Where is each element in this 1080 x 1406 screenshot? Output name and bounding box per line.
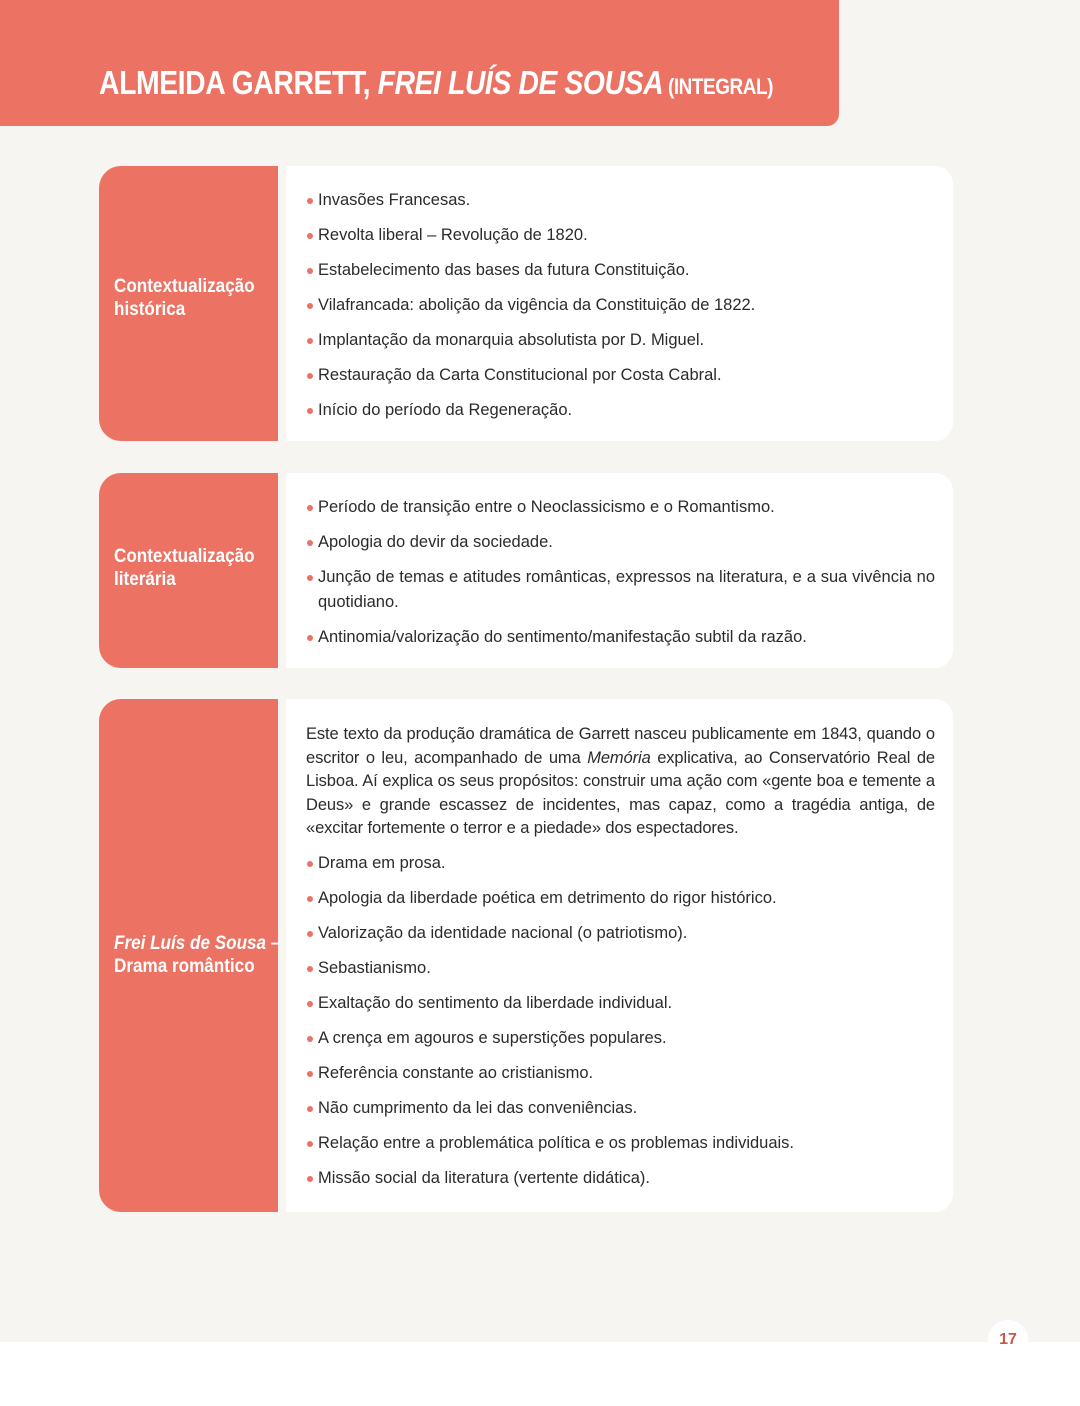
list-item: Período de transição entre o Neoclassicismo e o Romantismo.: [306, 495, 935, 520]
list-item: Referência constante ao cristianismo.: [306, 1061, 935, 1086]
title-work: FREI LUÍS DE SOUSA: [377, 64, 664, 101]
label-line2: Drama romântico: [114, 955, 255, 977]
list-item: Vilafrancada: abolição da vigência da Constituição de 1822.: [306, 293, 935, 318]
section-content: [286, 699, 953, 1212]
bullet-list: [306, 495, 935, 650]
section-romantic-drama: [99, 699, 953, 1212]
list-item: Implantação da monarquia absolutista por D. Miguel.: [306, 328, 935, 353]
title-suffix: (INTEGRAL): [663, 74, 773, 99]
list-item: Restauração da Carta Constitucional por Costa Cabral.: [306, 363, 935, 388]
section-historical-context: [99, 166, 953, 441]
list-item: Invasões Francesas.: [306, 188, 935, 213]
intro-text: explicativa, ao Conservatório Real de Lisboa. Aí explica os seus propósitos: construir uma ação com «gente boa e temente a Deus» e grande escassez de incidentes, mas capaz, como a tragédia antiga, de «excitar fortemente o terror e a piedade» dos espectadores.: [306, 748, 935, 837]
list-item: Sebastianismo.: [306, 956, 935, 981]
section-content: [286, 473, 953, 668]
header-band: [0, 0, 839, 126]
list-item: Missão social da literatura (vertente didática).: [306, 1166, 935, 1191]
list-item: Valorização da identidade nacional (o patriotismo).: [306, 921, 935, 946]
list-item: Antinomia/valorização do sentimento/manifestação subtil da razão.: [306, 625, 935, 650]
bullet-list: [306, 851, 935, 1191]
intro-text: Este texto da produção dramática de Garrett nasceu publicamente em 1843, quando o escritor o leu, acompanhado de uma: [306, 725, 935, 767]
list-item: Drama em prosa.: [306, 851, 935, 876]
list-item: Relação entre a problemática política e os problemas individuais.: [306, 1131, 935, 1156]
title-author: ALMEIDA GARRETT,: [99, 64, 378, 101]
label-line1: Contextualização: [114, 275, 255, 297]
list-item: A crença em agouros e superstições populares.: [306, 1026, 935, 1051]
section-label: [99, 166, 278, 441]
page-number: 17: [988, 1320, 1028, 1360]
bullet-list: [306, 188, 935, 423]
footer-band: [0, 1342, 1080, 1406]
section-label: [99, 473, 278, 668]
label-line1: Contextualização: [114, 545, 255, 567]
list-item: Revolta liberal – Revolução de 1820.: [306, 223, 935, 248]
list-item: Exaltação do sentimento da liberdade individual.: [306, 991, 935, 1016]
intro-paragraph: [306, 723, 935, 841]
list-item: Início do período da Regeneração.: [306, 398, 935, 423]
list-item: Não cumprimento da lei das conveniências.: [306, 1096, 935, 1121]
label-line2: histórica: [114, 298, 186, 320]
list-item: Junção de temas e atitudes românticas, expressos na literatura, e a sua vivência no quotidiano.: [306, 565, 935, 615]
label-line1: Frei Luís de Sousa –: [114, 932, 281, 954]
list-item: Apologia da liberdade poética em detrimento do rigor histórico.: [306, 886, 935, 911]
list-item: Apologia do devir da sociedade.: [306, 530, 935, 555]
list-item: Estabelecimento das bases da futura Constituição.: [306, 258, 935, 283]
label-line2: literária: [114, 568, 176, 590]
section-content: [286, 166, 953, 441]
intro-italic-term: Memória: [587, 748, 651, 767]
page-title: [99, 64, 773, 102]
section-literary-context: [99, 473, 953, 668]
section-label: [99, 699, 281, 1212]
